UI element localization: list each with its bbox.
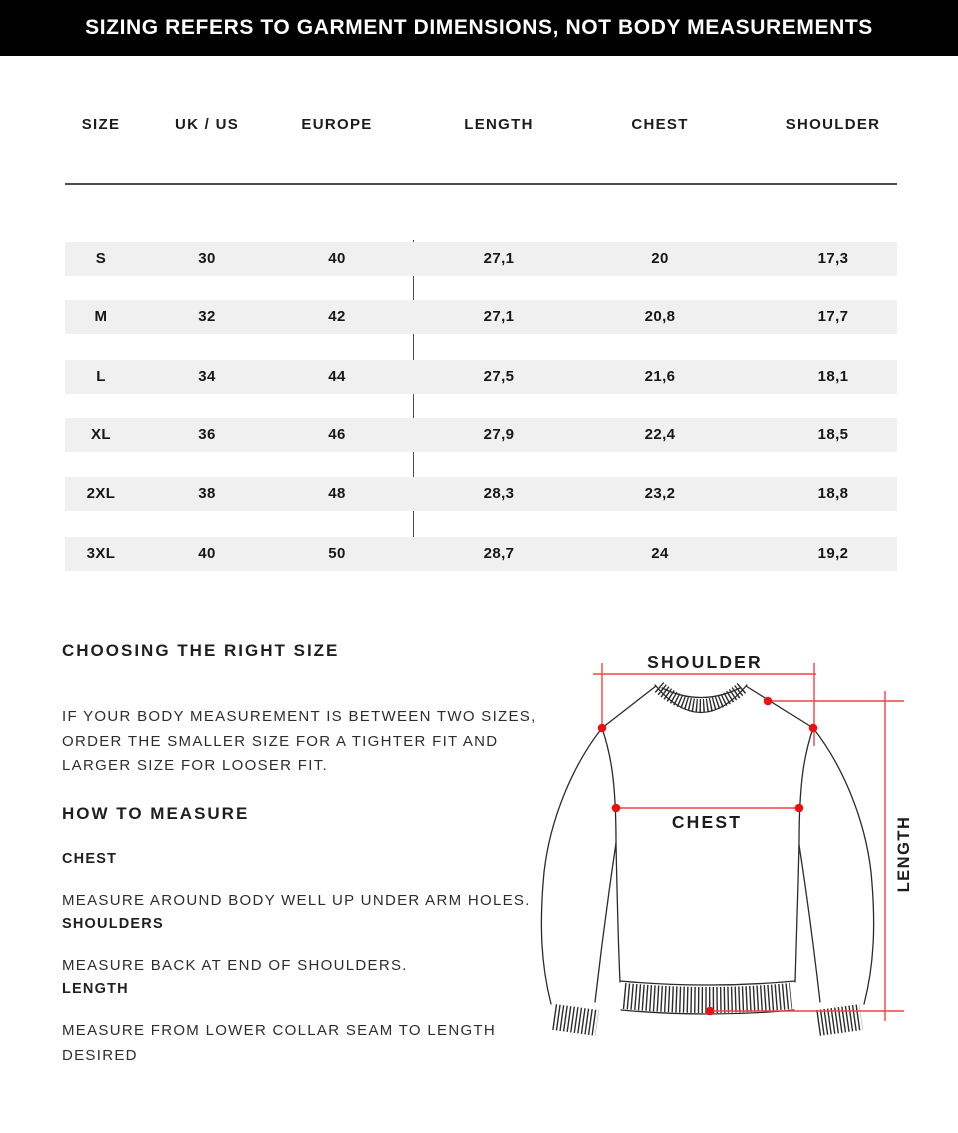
measurement-lines [593, 663, 904, 1021]
col-header-length: LENGTH [464, 116, 534, 133]
cell-europe: 40 [328, 250, 346, 267]
cell-length: 27,1 [483, 308, 515, 325]
col-header-size: SIZE [81, 116, 121, 133]
col-header-europe: EUROPE [301, 116, 373, 133]
cell-uk-us: 36 [198, 426, 216, 443]
cell-length: 27,5 [483, 368, 515, 385]
cell-chest: 24 [651, 545, 669, 562]
cell-length: 27,9 [483, 426, 515, 443]
shoulder-point-left [598, 724, 607, 733]
cell-europe: 42 [328, 308, 346, 325]
cell-length: 27,1 [483, 250, 515, 267]
cell-shoulder: 17,3 [817, 250, 849, 267]
measure-chest-label: CHEST [62, 851, 118, 867]
cell-uk-us: 32 [198, 308, 216, 325]
diagram-chest-label: CHEST [671, 812, 743, 832]
col-header-chest: CHEST [631, 116, 689, 133]
hem-point [706, 1007, 715, 1016]
cell-size: S [95, 250, 107, 267]
how-to-measure-heading: HOW TO MEASURE [62, 804, 250, 823]
cell-shoulder: 18,8 [817, 485, 849, 502]
cell-chest: 20 [651, 250, 669, 267]
sweater-outline-drawing [541, 685, 873, 1023]
choosing-size-text: IF YOUR BODY MEASUREMENT IS BETWEEN TWO SIZES, ORDER THE SMALLER SIZE FOR A TIGHTER FIT AND LARGER SIZE FOR LOOSER FIT. [62, 708, 537, 774]
cell-europe: 46 [328, 426, 346, 443]
cell-size: M [94, 308, 108, 325]
chest-point-left [612, 804, 621, 813]
cell-size: 3XL [86, 545, 116, 562]
col-header-uk-us: UK / US [174, 116, 240, 133]
cell-length: 28,7 [483, 545, 515, 562]
cell-length: 28,3 [483, 485, 515, 502]
measure-length-text: MEASURE FROM LOWER COLLAR SEAM TO LENGTH DESIRED [62, 1022, 497, 1064]
diagram-length-label: LENGTH [895, 815, 913, 893]
cell-europe: 50 [328, 545, 346, 562]
shoulder-point-right [809, 724, 818, 733]
cell-shoulder: 18,1 [817, 368, 849, 385]
cell-shoulder: 17,7 [817, 308, 849, 325]
measure-chest-text: MEASURE AROUND BODY WELL UP UNDER ARM HOLES. [62, 892, 531, 909]
chest-point-right [795, 804, 804, 813]
measure-shoulders-label: SHOULDERS [62, 916, 164, 932]
cell-chest: 22,4 [644, 426, 676, 443]
cell-chest: 23,2 [644, 485, 676, 502]
cell-size: 2XL [86, 485, 116, 502]
measure-shoulders-text: MEASURE BACK AT END OF SHOULDERS. [62, 957, 408, 974]
cell-europe: 44 [328, 368, 346, 385]
banner-text: SIZING REFERS TO GARMENT DIMENSIONS, NOT BODY MEASUREMENTS [85, 16, 873, 39]
cell-europe: 48 [328, 485, 346, 502]
diagram-shoulder-label: SHOULDER [647, 652, 763, 672]
cell-uk-us: 34 [198, 368, 216, 385]
col-header-shoulder: SHOULDER [785, 116, 881, 133]
cell-uk-us: 38 [198, 485, 216, 502]
cell-chest: 21,6 [644, 368, 676, 385]
cell-shoulder: 19,2 [817, 545, 849, 562]
cell-size: XL [91, 426, 111, 443]
collar-seam-point [764, 697, 773, 706]
choosing-size-heading: CHOOSING THE RIGHT SIZE [62, 641, 340, 660]
cell-size: L [96, 368, 106, 385]
cell-uk-us: 40 [198, 545, 216, 562]
cell-shoulder: 18,5 [817, 426, 849, 443]
cell-chest: 20,8 [644, 308, 676, 325]
measure-length-label: LENGTH [62, 981, 129, 997]
cell-uk-us: 30 [198, 250, 216, 267]
